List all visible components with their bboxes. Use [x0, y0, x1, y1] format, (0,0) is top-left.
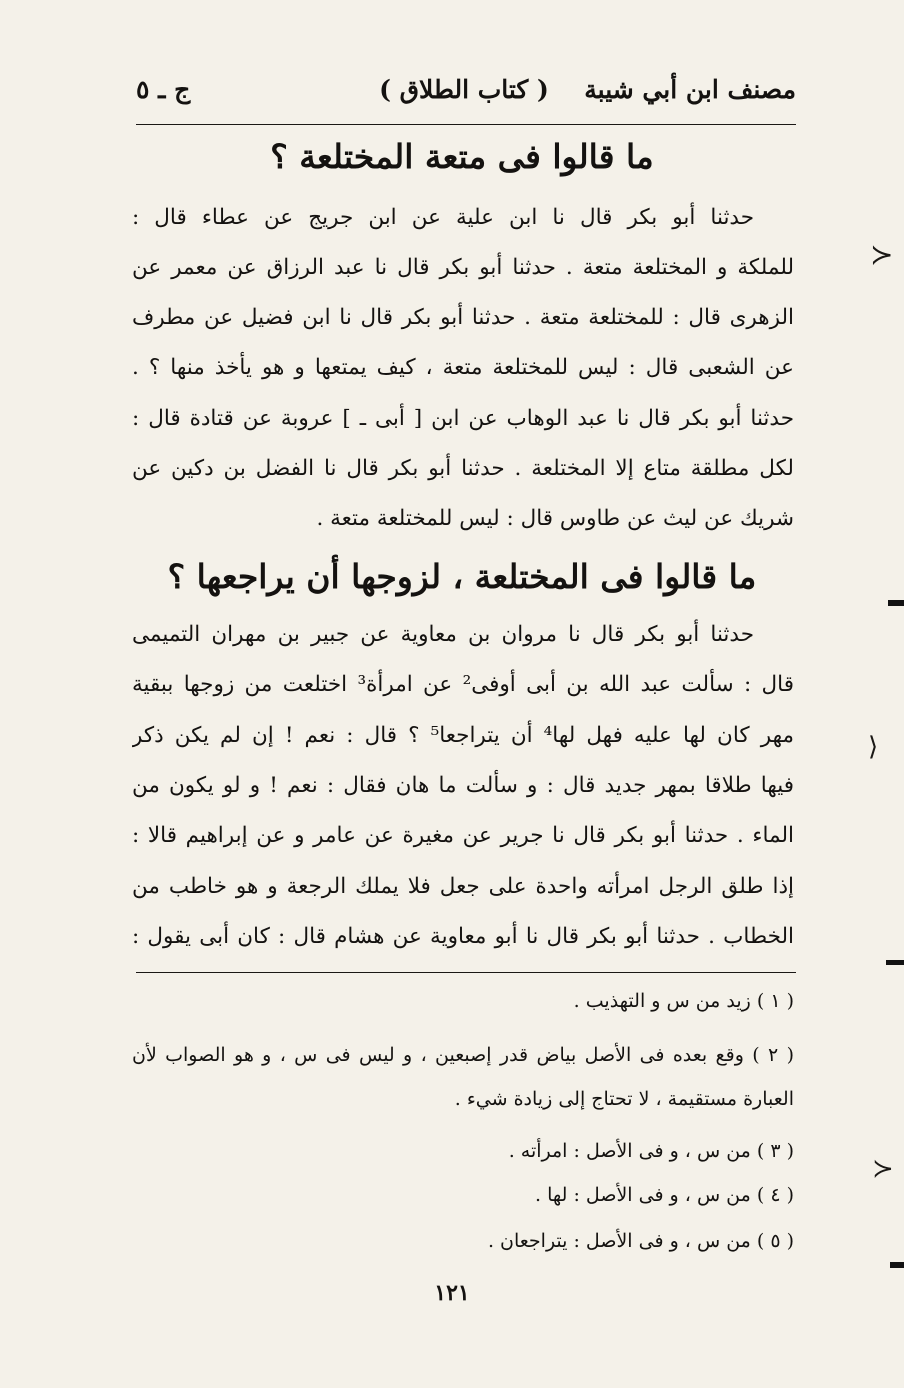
footnote-4: ( ٤ ) من س ، و فى الأصل : لها . [535, 1184, 794, 1206]
text-line: حدثنا أبو بكر قال نا عبد الوهاب عن ابن [ أبى ـ ] عروبة عن قتادة قال : [132, 406, 794, 431]
margin-mark: ≻ [870, 238, 894, 271]
margin-mark: ⟩ [868, 732, 879, 762]
text-line: الماء . حدثنا أبو بكر قال نا جرير عن مغيرة عن عامر و عن إبراهيم قالا : [132, 823, 794, 848]
text-line: للملكة و المختلعة متعة . حدثنا أبو بكر قال نا عبد الرزاق عن معمر عن [132, 255, 794, 280]
scan-blot [890, 1262, 904, 1268]
text-line: قال : سألت عبد الله بن أبى أوفى² عن امرأة³ اختلعت من زوجها ببقية [132, 672, 794, 697]
text-line: حدثنا أبو بكر قال نا مروان بن معاوية عن جبير بن مهران التميمى [132, 622, 754, 647]
footnote-2: ( ٢ ) وقع بعده فى الأصل بياض قدر إصبعين ، و ليس فى س ، و هو الصواب لأن [132, 1044, 794, 1066]
scan-blot [888, 600, 904, 606]
footnote-1: ( ١ ) زيد من س و التهذيب . [573, 990, 794, 1012]
footnote-2-continued: العبارة مستقيمة ، لا تحتاج إلى زيادة شيء . [454, 1088, 794, 1110]
section-heading-1: ما قالوا فى متعة المختلعة ؟ [270, 137, 654, 176]
margin-mark: ≻ [872, 1154, 894, 1184]
scan-blot [886, 960, 904, 965]
text-line: حدثنا أبو بكر قال نا ابن علية عن ابن جريج عن عطاء قال : [132, 205, 754, 230]
text-line: لكل مطلقة متاع إلا المختلعة . حدثنا أبو بكر قال نا الفضل بن دكين عن [132, 456, 794, 481]
footnote-5: ( ٥ ) من س ، و فى الأصل : يتراجعان . [487, 1230, 794, 1252]
text-line: عن الشعبى قال : ليس للمختلعة متعة ، كيف يمتعها و هو يأخذ منها ؟ . [132, 355, 794, 380]
header-chapter-title: ( كتاب الطلاق ) [379, 75, 549, 104]
section-heading-2: ما قالوا فى المختلعة ، لزوجها أن يراجعها ؟ [167, 557, 757, 596]
header-rule [136, 124, 796, 125]
text-line: فيها طلاقا بمهر جديد قال : و سألت ما هان فقال : نعم ! و لو يكون من [132, 773, 794, 798]
header-volume: ج ـ ٥ [136, 75, 191, 104]
running-header [132, 70, 796, 118]
text-line: الزهرى قال : للمختلعة متعة . حدثنا أبو بكر قال نا ابن فضيل عن مطرف [132, 305, 794, 330]
footnote-3: ( ٣ ) من س ، و فى الأصل : امرأته . [508, 1140, 794, 1162]
text-line: مهر كان لها عليه فهل لها⁴ أن يتراجعا⁵ ؟ قال : نعم ! إن لم يكن ذكر [132, 723, 794, 748]
footnote-rule [136, 972, 796, 973]
text-line: الخطاب . حدثنا أبو بكر قال نا أبو معاوية عن هشام قال : كان أبى يقول : [132, 924, 794, 949]
text-line: شريك عن ليث عن طاوس قال : ليس للمختلعة متعة . [316, 506, 794, 531]
page-number: ١٢١ [434, 1280, 470, 1306]
text-line: إذا طلق الرجل امرأته واحدة على جعل فلا يملك الرجعة و هو خاطب من [132, 874, 794, 899]
header-book-title: مصنف ابن أبي شيبة [584, 75, 796, 104]
